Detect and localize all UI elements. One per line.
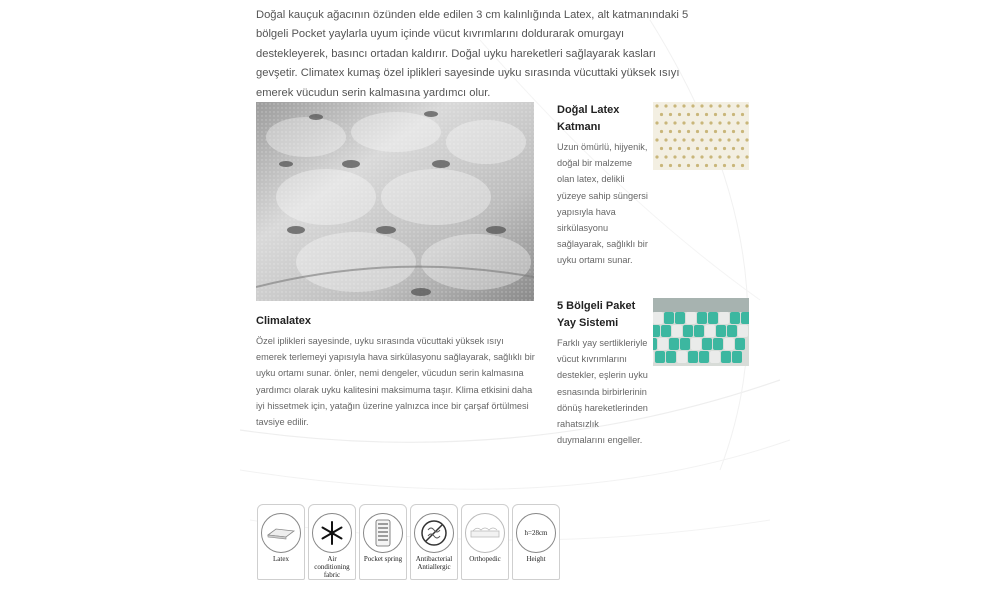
pocket-spring-icon <box>363 513 403 553</box>
latex-title: Doğal Latex Katmanı <box>557 104 620 133</box>
badge-label: Air conditioning fabric <box>314 555 350 579</box>
antibacterial-icon <box>414 513 454 553</box>
badge-antibacterial <box>410 504 458 580</box>
pocket-spring-photo <box>653 298 749 366</box>
badge-label: Pocket spring <box>363 555 403 563</box>
height-icon <box>516 513 556 553</box>
spring-system-title: 5 Bölgeli Paket Yay Sistemi <box>557 300 636 329</box>
badge-orthopedic <box>461 504 509 580</box>
latex-sheet-icon <box>261 513 301 553</box>
orthopedic-icon <box>465 513 505 553</box>
snowflake-icon <box>312 513 352 553</box>
badge-height <box>512 504 560 580</box>
badge-air-conditioning <box>308 504 356 580</box>
height-value: h=28cm <box>524 529 548 537</box>
badge-latex <box>257 504 305 580</box>
spring-system-text: Farklı yay sertlikleriyle vücut kıvrımlarını destekler, eşlerin uyku esnasında birbirlerinin dönüş hareketlerinden rahatsızlık duymalarını engeller. <box>557 338 648 446</box>
badge-label: Antibacterial Antiallergic <box>415 555 453 571</box>
badge-label: Orthopedic <box>469 555 501 563</box>
badge-pocket-spring <box>359 504 407 580</box>
climalatex-title: Climalatex <box>256 315 312 327</box>
latex-text: Uzun ömürlü, hijyenik, doğal bir malzeme olan latex, delikli yüzeye sahip süngersi yapısıyla hava sirkülasyonu sağlayarak, sağlıklı bir uyku ortamı sunar. <box>557 142 648 266</box>
intro-paragraph: Doğal kauçuk ağacının özünden elde edilen 3 cm kalınlığında Latex, alt katmanındaki 5 bölgeli Pocket yaylarla uyum içinde vücut kıvrımlarını doldurarak omurgayı destekleyerek, basıncı ortadan kaldırır. Doğal uyku hareketleri sağlayarak kasları gevşetir. Climatex kumaş özel iplikleri sayesinde uyku sırasında vücuttaki yüksek ısıyı emerek vücudun serin kalmasına yardımcı olur. <box>256 9 689 99</box>
badge-label: Height <box>526 555 546 563</box>
mattress-quilted-photo <box>256 102 534 301</box>
badge-label: Latex <box>273 555 289 563</box>
latex-foam-photo <box>653 102 749 170</box>
climalatex-text: Özel iplikleri sayesinde, uyku sırasında vücuttaki yüksek ısıyı emerek terlemeyi yapısıyla hava sirkülasyonu sağlayarak, sağlıklı bir uyku ortamı sunar. önler, nemi dengeler, vücudun serin kalmasına yardımcı olarak uyku kalitesini maksimuma taşır. Klima etkisini daha iyi hissetmek için, yatağın üzerine yalnızca ince bir çarşaf örtülmesi tavsiye edilir. <box>256 336 535 428</box>
